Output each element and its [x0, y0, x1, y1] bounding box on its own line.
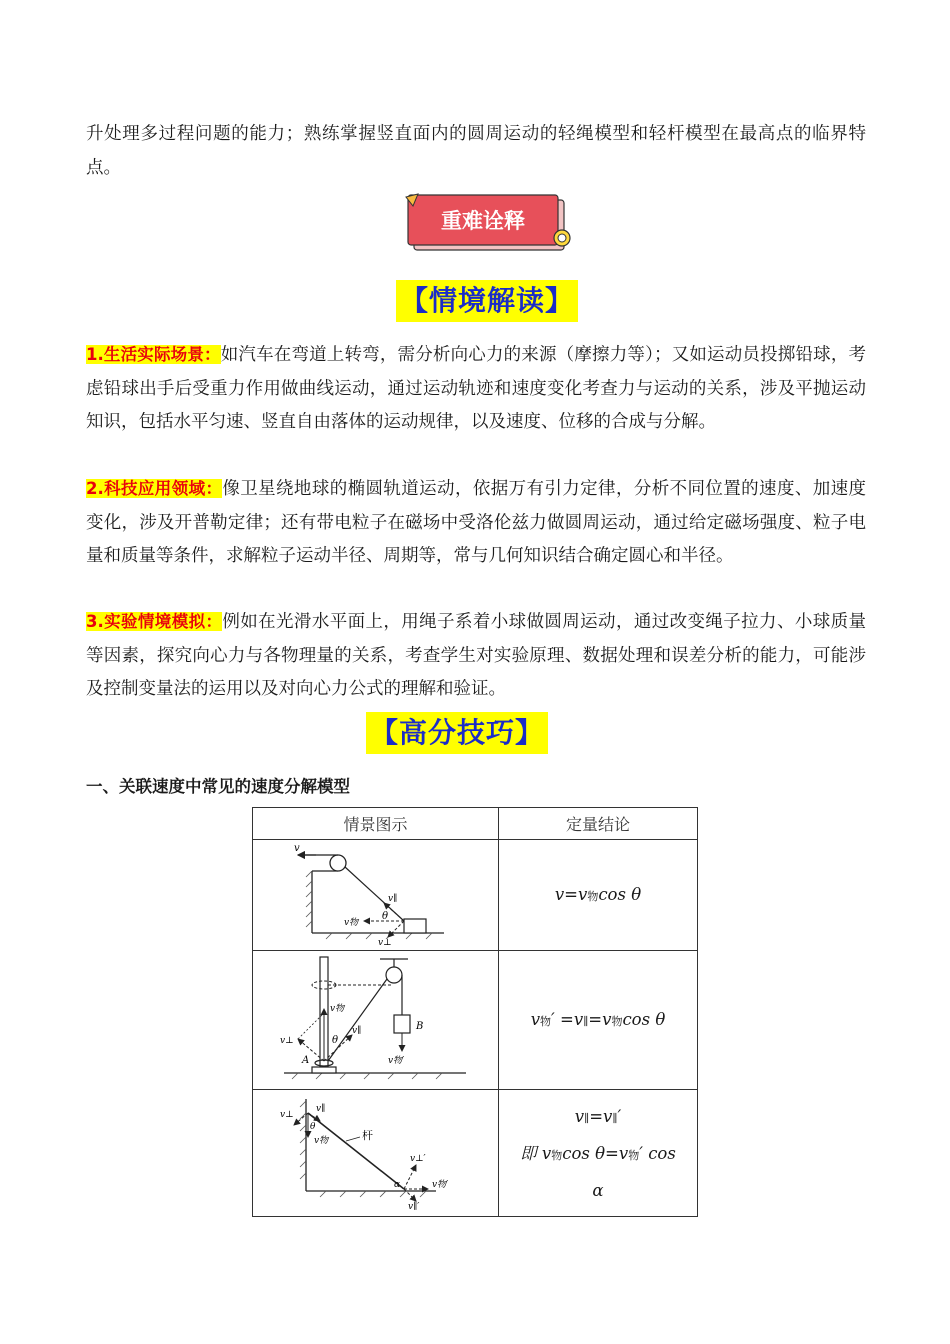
formula-row-3-line-1: [499, 1099, 697, 1136]
d1-vpar-label: v∥: [387, 894, 397, 904]
diagram-cell-2: [253, 951, 499, 1090]
d2-vobj-label: v物: [329, 1004, 344, 1014]
formula-3-part: ′: [617, 1106, 622, 1126]
formula-3-part: =v: [589, 1106, 613, 1126]
formula-2-part: v: [530, 1009, 541, 1029]
formula-1-sub: 物: [587, 889, 599, 903]
scenario-item-2-text: 像卫星绕地球的椭圆轨道运动，依据万有引力定律，分析不同位置的速度、加速度变化，涉及开普勒定律；还有带电粒子在磁场中受洛伦兹力做圆周运动，通过给定磁场强度、粒子电量和质量等条件，求解粒子运动半径、周期等，常与几何知识结合确定圆心和半径。: [86, 479, 867, 566]
formula-3-sub: 物: [551, 1148, 563, 1162]
formula-row-1: [499, 877, 697, 914]
scenario-item-1: [86, 338, 866, 440]
scenario-item-2-label: 2.科技应用领域：: [86, 479, 223, 498]
conclusion-cell-2: [499, 951, 698, 1090]
d3-vpar2-label: v∥′: [407, 1202, 419, 1211]
d2-theta-label: θ: [331, 1035, 338, 1046]
d2-vpar-label: v∥: [351, 1026, 361, 1036]
formula-row-2: [499, 1002, 697, 1039]
d3-alpha-label: α: [393, 1180, 400, 1190]
d3-vobj-label: v物: [313, 1136, 328, 1146]
d1-vobj-label: v物: [343, 918, 358, 928]
formula-1-part: v=v: [554, 884, 588, 904]
d3-vobj2-label: v物′: [431, 1180, 448, 1190]
scenario-item-3: [86, 605, 866, 707]
formula-2-part: cos θ: [622, 1009, 666, 1029]
scenario-item-3-text: 例如在光滑水平面上，用绳子系着小球做圆周运动，通过改变绳子拉力、小球质量等因素，探究向心力与各物理量的关系，考查学生对实验原理、数据处理和误差分析的能力，可能涉及控制变量法的运用以及对向心力公式的理解和验证。: [86, 612, 867, 699]
formula-row-3-line-3: [499, 1173, 697, 1208]
formula-2-sub: ∥: [583, 1014, 589, 1028]
scenario-item-1-label: 1.生活实际场景：: [86, 345, 221, 364]
diagram-rope-over-pulley: [276, 841, 476, 945]
diagram-cell-3: [253, 1090, 499, 1217]
section-title-scenario: 【情境解读】: [396, 280, 578, 322]
conclusion-cell-3: [499, 1090, 698, 1217]
formula-3-part: α: [592, 1180, 604, 1200]
formula-2-part: ′ =v: [551, 1009, 584, 1029]
formula-3-part: 即 v: [520, 1143, 552, 1163]
scenario-item-2: [86, 472, 866, 574]
formula-3-part: ′ cos: [639, 1143, 676, 1163]
diagram-cell-1: [253, 840, 499, 951]
conclusion-cell-1: [499, 840, 698, 951]
velocity-decomposition-table: [252, 807, 698, 1217]
table-header-conclusion: 定量结论: [499, 808, 698, 840]
d1-theta-label: θ: [381, 911, 388, 922]
d3-vperp2-label: v⊥′: [409, 1154, 426, 1164]
table-row: [253, 840, 698, 951]
d3-vperp-label: v⊥: [279, 1110, 294, 1120]
d2-b-label: B: [415, 1021, 423, 1032]
d3-theta-label: θ: [309, 1122, 315, 1132]
formula-3-sub: 物: [628, 1148, 640, 1162]
formula-3-part: cos θ=v: [562, 1143, 629, 1163]
formula-1-part: cos θ: [598, 884, 642, 904]
banner-graphic: [404, 192, 574, 256]
formula-2-sub: 物: [540, 1014, 552, 1028]
diagram-rod-on-wall: [276, 1091, 476, 1211]
table-header-diagram: 情景图示: [253, 808, 499, 840]
scenario-item-1-text: 如汽车在弯道上转弯，需分析向心力的来源（摩擦力等）；又如运动员投掷铅球，考虑铅球出手后受重力作用做曲线运动，通过运动轨迹和速度变化考查力与运动的关系，涉及平抛运动知识，包括水平匀速、竖直自由落体的运动规律，以及速度、位移的合成与分解。: [86, 345, 867, 432]
d3-vpar-label: v∥: [315, 1104, 325, 1114]
d1-v-label: v: [293, 843, 300, 854]
banner-label: 重难诠释: [441, 209, 525, 233]
d3-rod-label: 杆: [361, 1129, 373, 1142]
d1-vperp-label: v⊥: [377, 938, 392, 945]
formula-3-part: v: [574, 1106, 585, 1126]
formula-row-3-line-2: [499, 1136, 697, 1173]
d2-vobjb-label: v物′: [387, 1056, 404, 1066]
formula-2-sub: 物: [611, 1014, 623, 1028]
formula-3-sub: ∥: [584, 1111, 590, 1125]
d2-a-label: A: [301, 1055, 309, 1066]
d2-vperp-label: v⊥: [279, 1036, 294, 1046]
intro-paragraph: 升处理多过程问题的能力；熟练掌握竖直面内的圆周运动的轻绳模型和轻杆模型在最高点的临界特点。: [86, 124, 866, 178]
subheading-velocity-models: 一、关联速度中常见的速度分解模型: [86, 777, 350, 796]
formula-2-part: =v: [588, 1009, 612, 1029]
table-header-row: [253, 808, 698, 840]
table-row: [253, 951, 698, 1090]
key-points-banner: [404, 192, 574, 256]
diagram-ring-on-pole: [276, 951, 476, 1085]
table-row: [253, 1090, 698, 1217]
scenario-item-3-label: 3.实验情境模拟：: [86, 612, 223, 631]
formula-3-sub: ∥: [612, 1111, 618, 1125]
section-title-tips: 【高分技巧】: [366, 712, 548, 754]
